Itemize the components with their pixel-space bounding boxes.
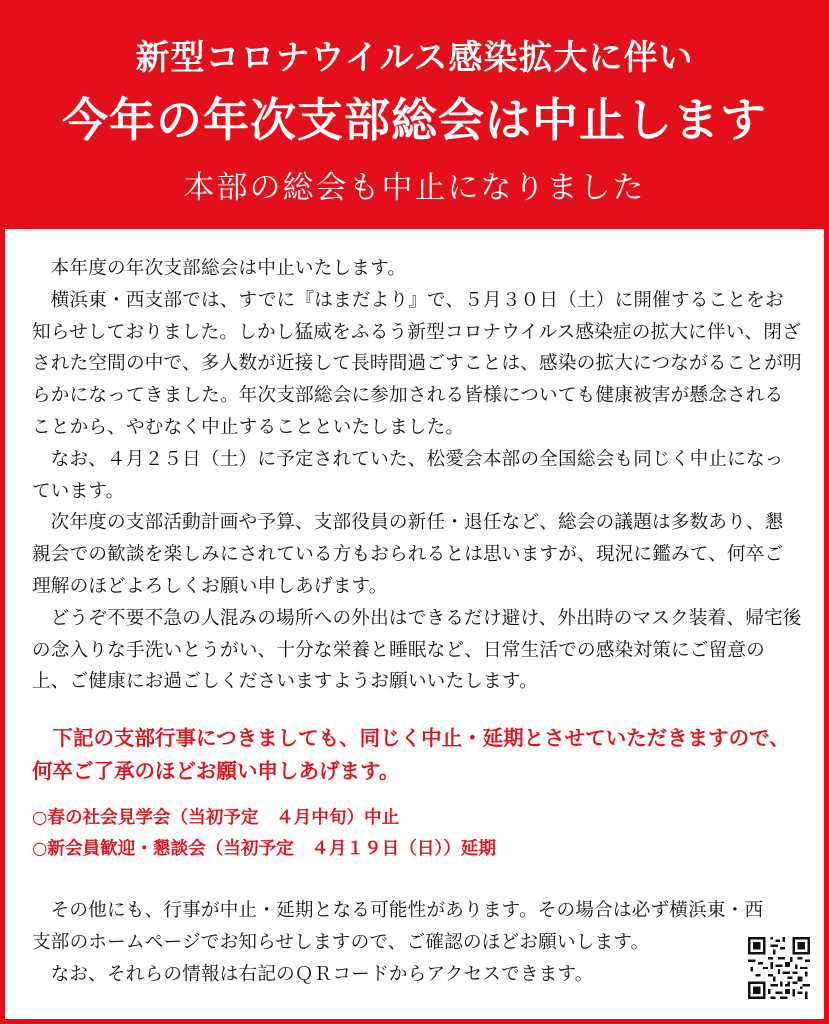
header-note: 本部の総会も中止になりました	[183, 170, 646, 206]
event-item-welcome-meeting: ○新会員歓迎・懇談会（当初予定 ４月１９日（日））延期	[32, 839, 496, 860]
paragraph-2: 横浜東・西支部では、すでに『はまだより』で、５月３０日（土）に開催することをお知らせしておりました。しかし猛威をふるう新型コロナウイルス感染症の拡大に伴い、閉ざされた空間の中で、多人数が近接して長時間過ごすことは、感染の拡大につながることが明らかになってきました。年次支部総会に参加される皆様についても健康被害が懸念されることから、やむなく中止することといたしました。	[32, 289, 802, 438]
footer-paragraph-2: なお、それらの情報は右記のＱＲコードからアクセスできます。	[50, 963, 594, 985]
header-banner	[5, 0, 824, 229]
event-item-spring-tour: ○春の社会見学会（当初予定 ４月中旬）中止	[32, 808, 400, 829]
header-title: 今年の年次支部総会は中止します	[62, 93, 767, 147]
paragraph-3: なお、４月２５日（土）に予定されていた、松愛会本部の全国総会も同じく中止になっています。	[32, 448, 784, 502]
header-subtitle: 新型コロナウイルス感染拡大に伴い	[135, 38, 694, 78]
paragraph-1: 本年度の年次支部総会は中止いたします。	[50, 258, 407, 279]
paragraph-4: 次年度の支部活動計画や予算、支部役員の新任・退任など、総会の議題は多数あり、懇親会での歓談を楽しみにされている方もおられるとは思いますが、現況に鑑みて、何卒ご理解のほどよろしくお願い申しあげます。	[32, 512, 784, 597]
event-list	[32, 803, 802, 865]
footer-block	[32, 895, 777, 990]
paragraph-5: どうぞ不要不急の人混みの場所への外出はできるだけ避け、外出時のマスク装着、帰宅後の念入りな手洗いとうがい、十分な栄養と睡眠など、日常生活での感染対策にご留意の上、ご健康にお過ごしくださいますようお願いいたします。	[32, 607, 802, 693]
qr-code-icon[interactable]	[748, 937, 810, 999]
footer-paragraph-1: その他にも、行事が中止・延期となる可能性があります。その場合は必ず横浜東・西支部のホームページでお知らせしますので、ご確認のほどお願いします。	[32, 900, 764, 953]
alert-notice: 下記の支部行事につきましても、同じく中止・延期とさせていただきますので、何卒ご了承のほどお願い申しあげます。	[32, 726, 790, 784]
body-panel	[5, 229, 824, 1019]
